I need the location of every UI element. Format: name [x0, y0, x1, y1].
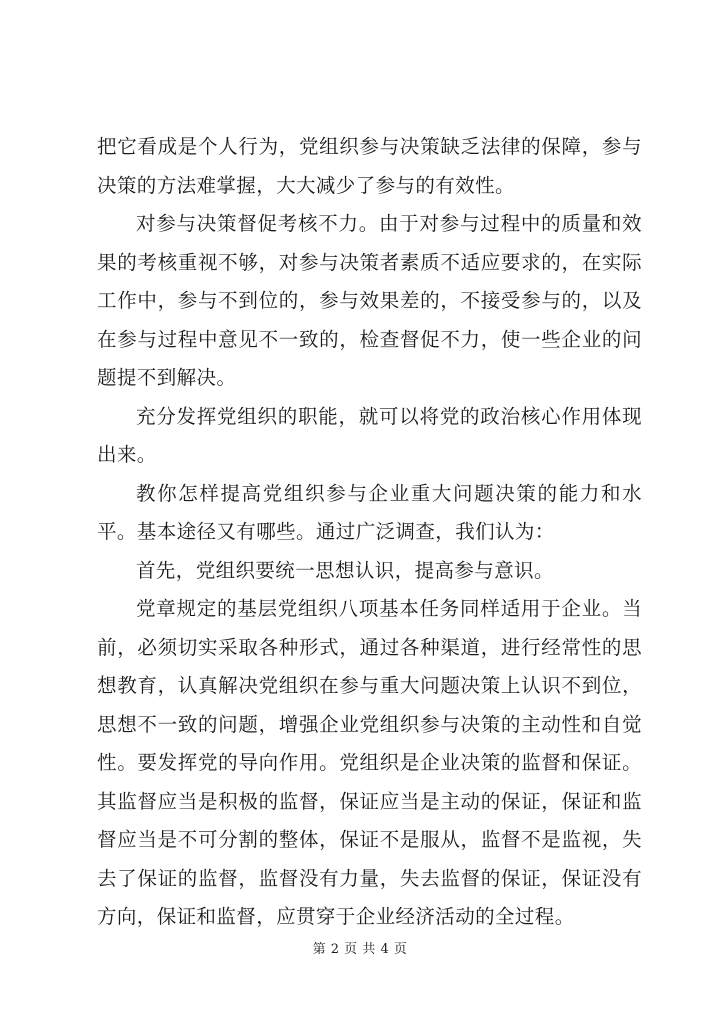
- document-body: [97, 128, 642, 937]
- paragraph-4: 教你怎样提高党组织参与企业重大问题决策的能力和水平。基本途径又有哪些。通过广泛调查，我们认为：: [97, 481, 642, 543]
- paragraph-3: 充分发挥党组织的职能，就可以将党的政治核心作用体现出来。: [97, 404, 642, 466]
- paragraph-1: 把它看成是个人行为，党组织参与决策缺乏法律的保障，参与决策的方法难掌握，大大减少了参与的有效性。: [97, 135, 642, 197]
- page-footer: [0, 938, 720, 957]
- page-number-indicator: 第 2 页 共 4 页: [312, 942, 408, 957]
- paragraph-2: 对参与决策督促考核不力。由于对参与过程中的质量和效果的考核重视不够，对参与决策者素质不适应要求的，在实际工作中，参与不到位的，参与效果差的，不接受参与的，以及在参与过程中意见不一致的，检查督促不力，使一些企业的问题提不到解决。: [97, 212, 642, 389]
- paragraph-6: 党章规定的基层党组织八项基本任务同样适用于企业。当前，必须切实采取各种形式，通过各种渠道，进行经常性的思想教育，认真解决党组织在参与重大问题决策上认识不到位，思想不一致的问题，增强企业党组织参与决策的主动性和自觉性。要发挥党的导向作用。党组织是企业决策的监督和保证。其监督应当是积极的监督，保证应当是主动的保证，保证和监督应当是不可分割的整体，保证不是服从，监督不是监视，失去了保证的监督，监督没有力量，失去监督的保证，保证没有方向，保证和监督，应贯穿于企业经济活动的全过程。: [97, 597, 642, 928]
- paragraph-5: 首先，党组织要统一思想认识，提高参与意识。: [136, 558, 554, 582]
